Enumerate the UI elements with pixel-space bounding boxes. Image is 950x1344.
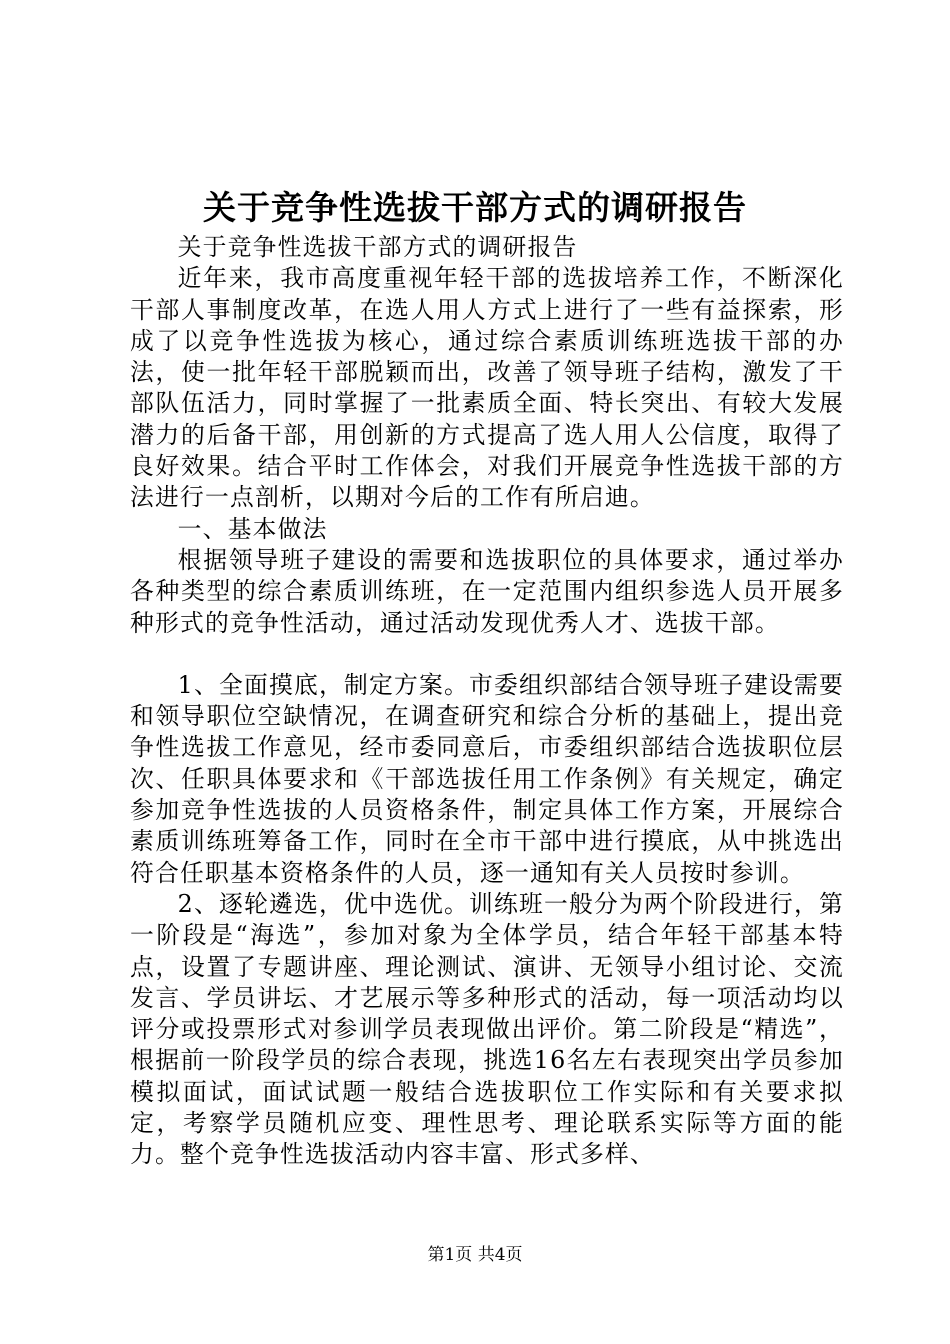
- document-body: [130, 232, 844, 1171]
- paragraph-subtitle: 关于竞争性选拔干部方式的调研报告: [177, 233, 578, 261]
- paragraph-item-1: 1、全面摸底，制定方案。市委组织部结合领导班子建设需要和领导职位空缺情况，在调查研究和综合分析的基础上，提出竞争性选拔工作意见，经市委同意后，市委组织部结合选拔职位层次、任职具体要求和《干部选拔任用工作条例》有关规定，确定参加竞争性选拔的人员资格条件，制定具体工作方案，开展综合素质训练班筹备工作，同时在全市干部中进行摸底，从中挑选出符合任职基本资格条件的人员，逐一通知有关人员按时参训。: [130, 670, 844, 887]
- paragraph-intro: 近年来，我市高度重视年轻干部的选拔培养工作，不断深化干部人事制度改革，在选人用人方式上进行了一些有益探索，形成了以竞争性选拔为核心，通过综合素质训练班选拔干部的办法，使一批年轻干部脱颖而出，改善了领导班子结构，激发了干部队伍活力，同时掌握了一批素质全面、特长突出、有较大发展潜力的后备干部，用创新的方式提高了选人用人公信度，取得了良好效果。结合平时工作体会，对我们开展竞争性选拔干部的方法进行一点剖析，以期对今后的工作有所启迪。: [130, 264, 844, 512]
- paragraph-basic-methods: 根据领导班子建设的需要和选拔职位的具体要求，通过举办各种类型的综合素质训练班，在一定范围内组织参选人员开展多种形式的竞争性活动，通过活动发现优秀人才、选拔干部。: [130, 545, 844, 637]
- page-footer: 第1页 共4页: [427, 1245, 523, 1265]
- section-heading-basic-methods: 一、基本做法: [177, 514, 328, 543]
- paragraph-item-2: 2、逐轮遴选，优中选优。训练班一般分为两个阶段进行，第一阶段是“海选”，参加对象为全体学员，结合年轻干部基本特点，设置了专题讲座、理论测试、演讲、无领导小组讨论、交流发言、学员讲坛、才艺展示等多种形式的活动，每一项活动均以评分或投票形式对参训学员表现做出评价。第二阶段是“精选”，根据前一阶段学员的综合表现，挑选16名左右表现突出学员参加模拟面试，面试试题一般结合选拔职位工作实际和有关要求拟定，考察学员随机应变、理性思考、理论联系实际等方面的能力。整个竞争性选拔活动内容丰富、形式多样、: [130, 889, 844, 1169]
- document-title: 关于竞争性选拔干部方式的调研报告: [203, 188, 747, 227]
